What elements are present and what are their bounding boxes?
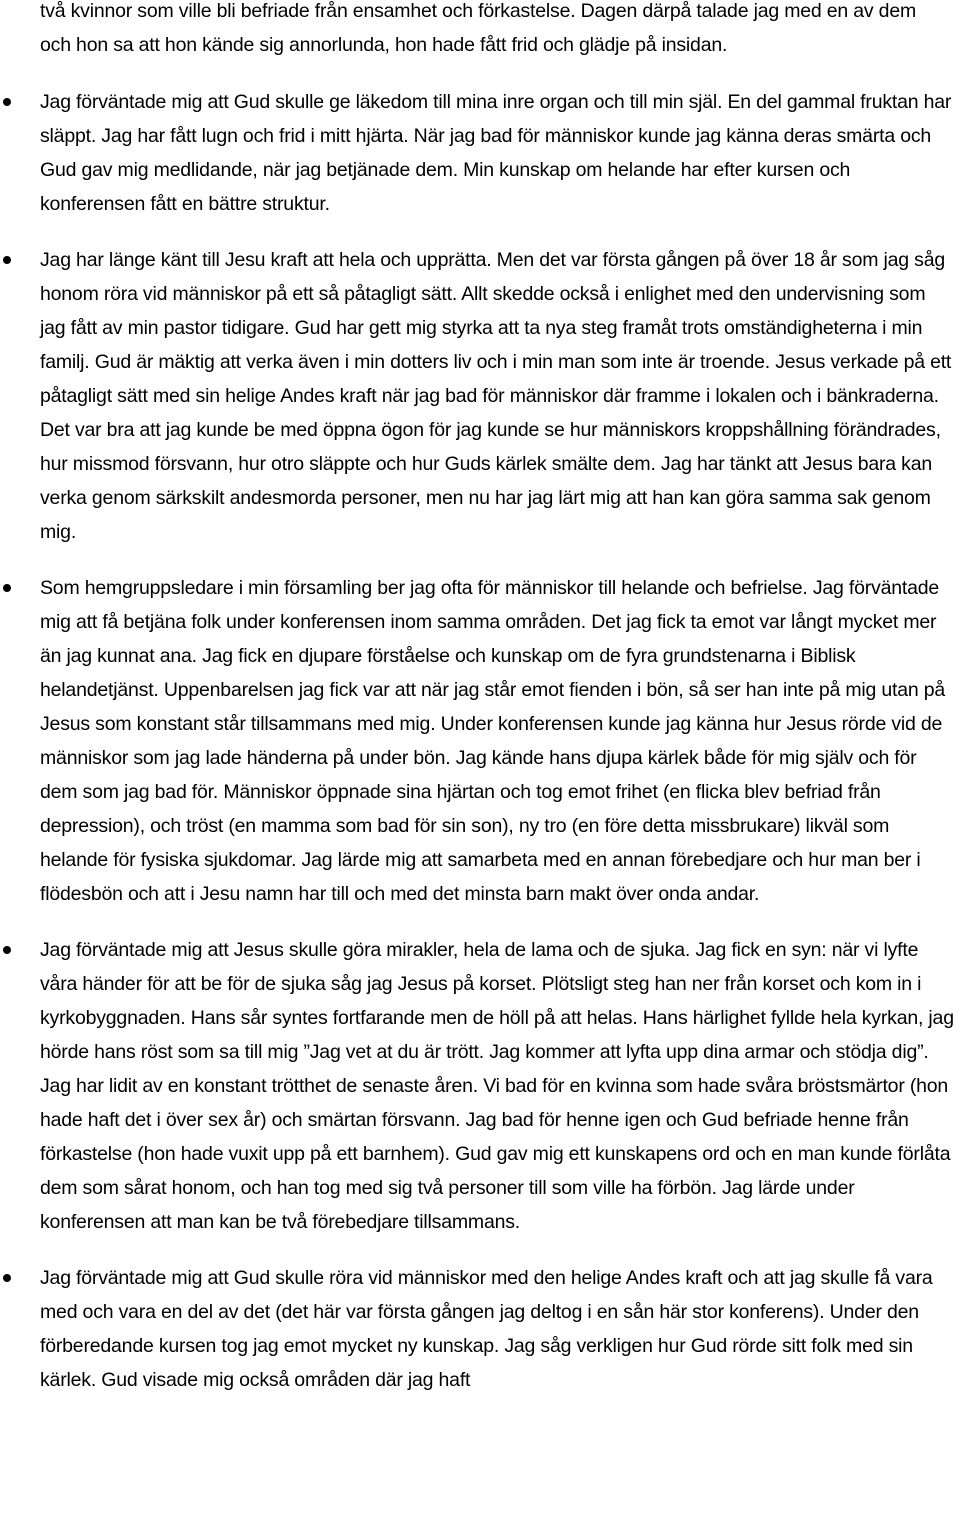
bullet-icon	[3, 256, 11, 264]
list-item-text: Jag har länge känt till Jesu kraft att hela och upprätta. Men det var första gången på över 18 år som jag såg honom röra vid människor på ett så påtagligt sätt. Allt skedde också i enlighet med den undervisning som jag fått av min pastor tidigare. Gud har gett mig styrka att ta nya steg framåt trots omständigheterna i min familj. Gud är mäktig att verka även i min dotters liv och i min man som inte är troende. Jesus verkade på ett påtagligt sätt med sin helige Andes kraft när jag bad för människor där framme i lokalen och i bänkraderna. Det var bra att jag kunde be med öppna ögon för jag kunde se hur människors kroppshållning förändrades, hur missmod försvann, hur otro släppte och hur Guds kärlek smälte dem. Jag har tänkt att Jesus bara kan verka genom särkskilt andesmorda personer, men nu har jag lärt mig att han kan göra samma sak genom mig.	[40, 249, 952, 543]
bullet-icon	[3, 1274, 11, 1282]
list-item-text: Jag förväntade mig att Gud skulle röra vid människor med den helige Andes kraft och att jag skulle få vara med och vara en del av det (det här var första gången jag deltog i en sån här stor konferens). Under den förberedande kursen tog jag emot mycket ny kunskap. Jag såg verkligen hur Gud rörde sitt folk med sin kärlek. Gud visade mig också områden där jag haft	[40, 1267, 933, 1391]
testimony-list	[0, 85, 960, 1419]
list-item-text: Jag förväntade mig att Gud skulle ge läkedom till mina inre organ och till min själ. En del gammal fruktan har släppt. Jag har fått lugn och frid i mitt hjärta. När jag bad för människor kunde jag känna deras smärta och Gud gav mig medlidande, när jag betjänade dem. Min kunskap om helande har efter kursen och konferensen fått en bättre struktur.	[40, 91, 952, 215]
list-item-text: Som hemgruppsledare i min församling ber jag ofta för människor till helande och befrielse. Jag förväntade mig att få betjäna folk under konferensen inom samma områden. Det jag fick ta emot var långt mycket mer än jag kunnat ana. Jag fick en djupare förståelse och kunskap om de fyra grundstenarna i Biblisk helandetjänst. Uppenbarelsen jag fick var att när jag står emot fienden i bön, så ser han inte på mig utan på Jesus som konstant står tillsammans med mig. Under konferensen kunde jag känna hur Jesus rörde vid de människor som jag lade händerna på under bön. Jag kände hans djupa kärlek både för mig själv och för dem som jag bad för. Människor öppnade sina hjärtan och tog emot frihet (en flicka blev befriad från depression), och tröst (en mamma som bad för sin son), ny tro (en före detta missbrukare) likväl som helande för fysiska sjukdomar. Jag lärde mig att samarbeta med en annan förebedjare och hur man ber i flödesbön och att i Jesu namn har till och med det minsta barn makt över onda andar.	[40, 577, 946, 905]
lead-paragraph: två kvinnor som ville bli befriade från ensamhet och förkastelse. Dagen därpå talade jag med en av dem och hon sa att hon kände sig annorlunda, hon hade fått frid och glädje på insidan.	[40, 0, 917, 56]
list-item	[0, 1261, 960, 1397]
bullet-icon	[3, 946, 11, 954]
list-item-text: Jag förväntade mig att Jesus skulle göra mirakler, hela de lama och de sjuka. Jag fick en syn: när vi lyfte våra händer för att be för de sjuka såg jag Jesus på korset. Plötsligt steg han ner från korset och kom in i kyrkobyggnaden. Hans sår syntes fortfarande men de höll på att helas. Hans härlighet fyllde hela kyrkan, jag hörde hans röst som sa till mig ”Jag vet at du är trött. Jag kommer att lyfta upp dina armar och stödja dig”. Jag har lidit av en konstant trötthet de senaste åren. Vi bad för en kvinna som hade svåra bröstsmärtor (hon hade haft det i över sex år) och smärtan försvann. Jag bad för henne igen och Gud befriade henne från förkastelse (hon hade vuxit upp på ett barnhem). Gud gav mig ett kunskapens ord och en man kunde förlåta dem som sårat honom, och han tog med sig två personer till som ville ha förbön. Jag lärde under konferensen att man kan be två förebedjare tillsammans.	[40, 939, 954, 1233]
list-item	[0, 243, 960, 549]
list-item	[0, 571, 960, 911]
list-item	[0, 933, 960, 1239]
bullet-icon	[3, 584, 11, 592]
bullet-icon	[3, 98, 11, 106]
list-item	[0, 85, 960, 221]
